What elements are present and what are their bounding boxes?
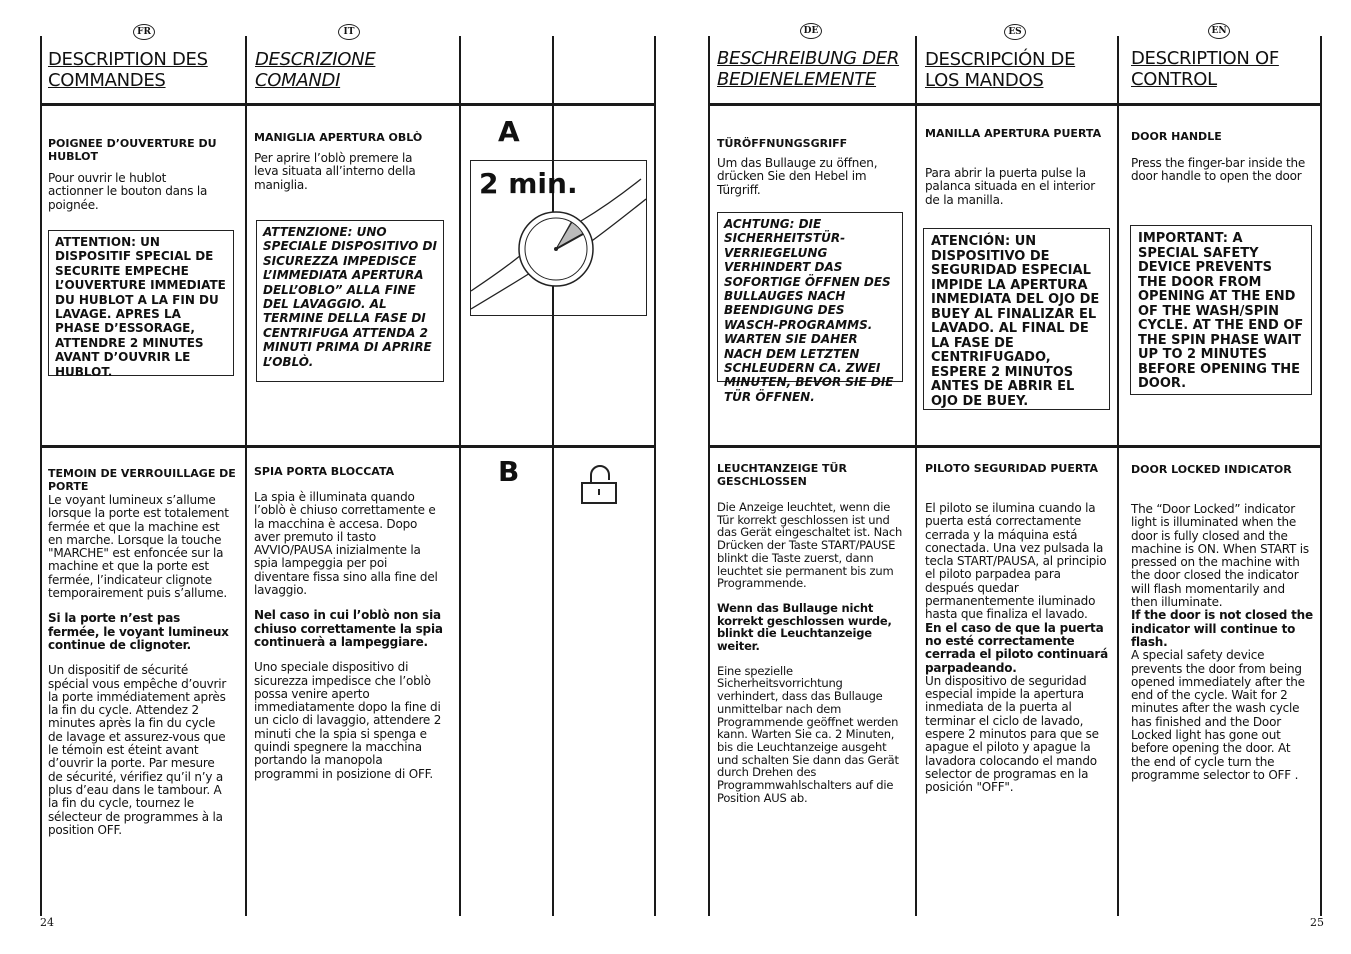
header-es: DESCRIPCIÓN DE LOS MANDOS <box>925 49 1076 91</box>
de-lock-p1: Die Anzeige leuchtet, wenn die Tür korrekt geschlossen ist und das Gerät eingeschaltet ist. Nach Drücken der Taste START/PAUSE blinkt die Taste zuerst, dann leuchtet sie permanent bis zum Programmende. <box>717 500 903 591</box>
en-handle-text: Press the finger-bar inside the door handle to open the door <box>1131 156 1306 184</box>
page-number-right: 25 <box>1310 916 1324 929</box>
left-header-rule <box>40 103 656 106</box>
en-lock-title: DOOR LOCKED INDICATOR <box>1131 463 1292 476</box>
flag-fr-icon: FR <box>133 24 155 40</box>
header-de: BESCHREIBUNG DER BEDIENELEMENTE <box>717 48 900 90</box>
page-number-left: 24 <box>40 916 54 929</box>
en-warning-box: IMPORTANT: A SPECIAL SAFETY DEVICE PREVENTS THE DOOR FROM OPENING AT THE END OF THE WASH/SPIN CYCLE. AT THE END OF THE SPIN PHASE WAIT UP TO 2 MINUTES BEFORE OPENING THE DOOR. <box>1130 225 1312 395</box>
right-border <box>1320 36 1322 916</box>
en-lock-p3: A special safety device prevents the door from being opened immediately after the end of the cycle. Wait for 2 minutes after the wash cycle has finished and the Door Locked light has gone out before opening the door. At the end of cycle turn the programme selector to OFF . <box>1131 648 1305 782</box>
col-divider-es-en <box>1117 36 1119 916</box>
it-handle-title: MANIGLIA APERTURA OBLÒ <box>254 131 423 144</box>
flag-es-icon: ES <box>1004 24 1026 40</box>
left-border <box>40 36 42 916</box>
header-fr: DESCRIPTION DES COMMANDES <box>48 49 208 91</box>
de-lock-text <box>717 501 906 816</box>
es-lock-p3: Un dispositivo de seguridad especial impide la apertura inmediata de la puerta al terminar el ciclo de lavado, espere 2 minutos para que se apague el piloto y apague la lavadora colocando el mando selector de programas en la posición "OFF". <box>925 673 1099 795</box>
es-lock-p2: En el caso de que la puerta no esté correctamente cerrada el piloto continuará parpadeando. <box>925 620 1109 675</box>
en-lock-p1: The “Door Locked” indicator light is illuminated when the door is fully closed and the machine is ON. When START is pressed on the machine with the door closed the indicator will flash momentarily and then illuminate. <box>1131 502 1309 610</box>
de-handle-title: TÜRÖFFNUNGSGRIFF <box>717 137 848 150</box>
es-warning-box: ATENCIÓN: UN DISPOSITIVO DE SEGURIDAD ESPECIAL IMPIDE LA APERTURA INMEDIATA DEL OJO DE BUEY AL FINALIZAR EL LAVADO. AL FINAL DE LA FASE DE CENTRIFUGADO, ESPERE 2 MINUTOS ANTES DE ABRIR EL OJO DE BUEY. <box>923 228 1110 410</box>
label-b: B <box>498 455 520 488</box>
watch-icon <box>471 161 646 315</box>
fr-warning-box: ATTENTION: UN DISPOSITIF SPECIAL DE SECURITE EMPECHE L’OUVERTURE IMMEDIATE DU HUBLOT A LA FIN DU LAVAGE. APRES LA PHASE D’ESSORAGE, ATTENDRE 2 MINUTES AVANT D’OUVRIR LE HUBLOT. <box>48 230 234 376</box>
header-en: DESCRIPTION OF CONTROL <box>1131 48 1279 90</box>
de-lock-title: LEUCHTANZEIGE TÜR GESCHLOSSEN <box>717 462 847 488</box>
timer-label: 2 min. <box>479 167 578 200</box>
it-lock-p1: La spia è illuminata quando l’oblò è chiuso correttamente e la macchina è accesa. Dopo aver premuto il tasto AVVIO/PAUSA inizialmente la spia lampeggia per poi diventare fissa sino alla fine del lavaggio. <box>254 490 438 598</box>
it-lock-text <box>254 491 446 793</box>
header-it: DESCRIZIONE COMANDI <box>255 49 376 91</box>
col-divider-de-es <box>915 36 917 916</box>
flag-it-icon: IT <box>338 24 360 40</box>
col-divider-it-img <box>459 36 461 916</box>
en-lock-p2: If the door is not closed the indicator will continue to flash. <box>1131 608 1313 649</box>
left-section-rule <box>40 445 656 448</box>
en-handle-title: DOOR HANDLE <box>1131 130 1222 143</box>
right-header-rule <box>708 103 1322 106</box>
de-lock-p2: Wenn das Bullauge nicht korrekt geschlossen wurde, blinkt die Leuchtanzeige weiter. <box>717 600 892 654</box>
right-page-left-border <box>708 36 710 916</box>
it-handle-text: Per aprire l’oblò premere la leva situata all’interno della maniglia. <box>254 151 416 192</box>
es-handle-text: Para abrir la puerta pulse la palanca situada en el interior de la manilla. <box>925 166 1095 207</box>
left-page-right-border <box>654 36 656 916</box>
fr-lock-text <box>48 494 230 849</box>
es-lock-text <box>925 502 1111 807</box>
es-lock-title: PILOTO SEGURIDAD PUERTA <box>925 462 1099 475</box>
fr-lock-p1: Le voyant lumineux s’allume lorsque la porte est totalement fermée et que la machine est en marche. Lorsque la touche "MARCHE" est enfoncée sur la machine et que la porte est fermée, l’indicateur clignote temporairement puis s’allume. <box>48 493 229 601</box>
fr-lock-p3: Un dispositif de sécurité spécial vous empêche d’ouvrir la porte immédiatement après la fin du cycle. Attendez 2 minutes après la fin du cycle de lavage et assurez-vous que le témoin est éteint avant d’ouvrir la porte. Par mesure de sécurité, vérifiez qu’il n’y a plus d’eau dans le tambour. A la fin du cycle, tournez le sélecteur de programmes à la position OFF. <box>48 663 227 837</box>
de-handle-text: Um das Bullauge zu öffnen, drücken Sie den Hebel im Türgriff. <box>717 156 878 197</box>
en-lock-text <box>1131 503 1313 794</box>
fr-handle-text: Pour ouvrir le hublot actionner le bouton dans la poignée. <box>48 171 208 212</box>
fr-lock-title: TEMOIN DE VERROUILLAGE DE PORTE <box>48 467 236 493</box>
it-warning-box: ATTENZIONE: UNO SPECIALE DISPOSITIVO DI SICUREZZA IMPEDISCE L’IMMEDIATA APERTURA DELL’OBLO” ALLA FINE DEL LAVAGGIO. AL TERMINE DELLA FASE DI CENTRIFUGA ATTENDA 2 MINUTI PRIMA DI APRIRE L’OBLÒ. <box>256 220 444 382</box>
it-lock-title: SPIA PORTA BLOCCATA <box>254 465 395 478</box>
label-a: A <box>498 115 520 148</box>
es-lock-p1: El piloto se ilumina cuando la puerta está correctamente cerrada y la máquina está conectada. Una vez pulsada la tecla START/PAUSA, al principio el piloto parpadea para después quedar permanentemente iluminado hasta que finaliza el lavado. <box>925 501 1107 622</box>
flag-en-icon: EN <box>1208 23 1230 39</box>
door-lock-icon <box>580 464 620 506</box>
flag-de-icon: DE <box>800 23 822 39</box>
fr-lock-p2: Si la porte n’est pas fermée, le voyant lumineux continue de clignoter. <box>48 611 229 652</box>
de-warning-box: ACHTUNG: DIE SICHERHEITSTÜR-VERRIEGELUNG VERHINDERT DAS SOFORTIGE ÖFFNEN DES BULLAUGES NACH BEENDIGUNG DES WASCH-PROGRAMMS. WARTEN SIE DAHER NACH DEM LETZTEN SCHLEUDERN CA. ZWEI MINUTEN, BEVOR SIE DIE TÜR ÖFFNEN. <box>717 212 903 382</box>
it-lock-p3: Uno speciale dispositivo di sicurezza impedisce che l’oblò possa venire aperto immediatamente dopo la fine di un ciclo di lavaggio, attendere 2 minuti che la spia si spenga e quindi spegnere la macchina portando la manopola programmi in posizione di OFF. <box>254 660 442 781</box>
it-lock-p2: Nel caso in cui l’oblò non sia chiuso correttamente la spia continuerà a lampeggiare. <box>254 608 443 649</box>
fr-handle-title: POIGNEE D’OUVERTURE DU HUBLOT <box>48 137 217 163</box>
de-lock-p3: Eine spezielle Sicherheitsvorrichtung verhindert, dass das Bullauge unmittelbar nach dem Programmende geöffnet werden kann. Warten Sie ca. 2 Minuten, bis die Leuchtanzeige ausgeht und schalten Sie dann das Gerät durch Drehen des Programmwahlschalters auf die Position AUS ab. <box>717 663 899 805</box>
watch-illustration <box>470 160 647 316</box>
col-divider-fr-it <box>245 36 247 916</box>
right-section-rule <box>708 445 1322 448</box>
es-handle-title: MANILLA APERTURA PUERTA <box>925 127 1102 140</box>
